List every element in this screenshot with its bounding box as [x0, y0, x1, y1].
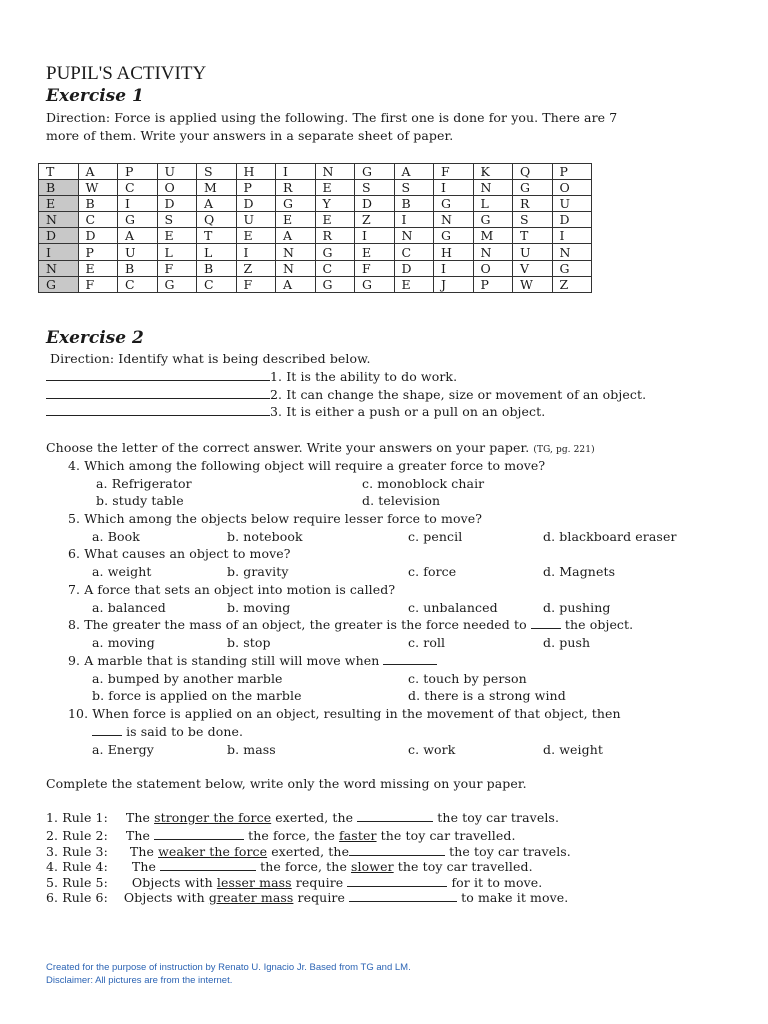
answer-blank[interactable] [531, 617, 561, 629]
grid-cell: E [394, 276, 434, 292]
grid-cell: V [513, 260, 553, 276]
answer-blank[interactable] [46, 387, 270, 399]
identify-item: 1. It is the ability to do work. [46, 369, 457, 384]
answer-blank[interactable] [154, 828, 244, 840]
grid-cell: C [315, 260, 355, 276]
grid-cell: E [315, 212, 355, 228]
grid-cell: N [315, 164, 355, 180]
grid-cell: P [236, 180, 276, 196]
q9-option-c: c. touch by person [408, 671, 527, 686]
grid-cell: F [78, 276, 118, 292]
grid-cell: G [434, 228, 474, 244]
grid-cell: E [355, 244, 395, 260]
grid-cell: N [39, 260, 79, 276]
textbook-reference: (TG, pg. 221) [533, 445, 595, 455]
grid-cell: P [118, 164, 158, 180]
grid-cell: R [315, 228, 355, 244]
question-5: 5. Which among the objects below require lesser force to move? [68, 511, 483, 526]
answer-blank[interactable] [46, 369, 270, 381]
grid-cell: G [473, 212, 513, 228]
grid-cell: Z [236, 260, 276, 276]
grid-cell: O [473, 260, 513, 276]
grid-cell: E [78, 260, 118, 276]
grid-cell: D [157, 196, 197, 212]
grid-cell: T [39, 164, 79, 180]
grid-cell: F [236, 276, 276, 292]
q5-option-b: b. notebook [227, 529, 303, 544]
question-8: 8. The greater the mass of an object, the greater is the force needed to the object. [68, 617, 634, 632]
identify-item: 3. It is either a push or a pull on an object. [46, 404, 545, 419]
grid-cell: R [513, 196, 553, 212]
question-4: 4. Which among the following object will require a greater force to move? [68, 458, 546, 473]
grid-cell: D [39, 228, 79, 244]
exercise1-heading: Exercise 1 [46, 86, 144, 106]
grid-cell: B [118, 260, 158, 276]
grid-row [39, 212, 592, 228]
grid-cell: F [355, 260, 395, 276]
choose-instruction: Choose the letter of the correct answer. Write your answers on your paper. (TG, pg. 221) [46, 440, 595, 455]
answer-blank[interactable] [92, 724, 122, 736]
q7-option-a: a. balanced [92, 600, 166, 615]
grid-cell: G [434, 196, 474, 212]
grid-cell: M [197, 180, 237, 196]
grid-cell: I [552, 228, 592, 244]
grid-cell: Y [315, 196, 355, 212]
grid-cell: T [513, 228, 553, 244]
grid-cell: D [236, 196, 276, 212]
q7-option-c: c. unbalanced [408, 600, 498, 615]
grid-cell: D [78, 228, 118, 244]
q8-option-a: a. moving [92, 635, 155, 650]
q6-option-a: a. weight [92, 564, 152, 579]
grid-cell: P [78, 244, 118, 260]
grid-cell: F [157, 260, 197, 276]
grid-cell: G [315, 276, 355, 292]
grid-cell: S [355, 180, 395, 196]
answer-blank[interactable] [347, 875, 447, 887]
grid-row [39, 276, 592, 292]
q5-option-a: a. Book [92, 529, 140, 544]
grid-cell: W [513, 276, 553, 292]
q6-option-c: c. force [408, 564, 457, 579]
exercise1-direction-line1: Direction: Force is applied using the following. The first one is done for you. There are 7 [46, 110, 618, 125]
grid-cell: A [276, 228, 316, 244]
grid-cell: D [552, 212, 592, 228]
grid-cell: L [473, 196, 513, 212]
rule-2: 2. Rule 2: The the force, the faster the toy car travelled. [46, 828, 516, 843]
grid-cell: A [276, 276, 316, 292]
grid-cell: U [157, 164, 197, 180]
grid-cell: D [394, 260, 434, 276]
q10-option-b: b. mass [227, 742, 276, 757]
grid-row [39, 164, 592, 180]
grid-cell: S [197, 164, 237, 180]
grid-cell: G [39, 276, 79, 292]
identify-item: 2. It can change the shape, size or movement of an object. [46, 387, 646, 402]
grid-cell: E [315, 180, 355, 196]
answer-blank[interactable] [349, 890, 457, 902]
grid-cell: Z [355, 212, 395, 228]
footer-disclaimer: Disclaimer: All pictures are from the internet. [46, 975, 233, 986]
q9-option-d: d. there is a strong wind [408, 688, 566, 703]
page-title: PUPIL'S ACTIVITY [46, 63, 207, 84]
grid-cell: U [552, 196, 592, 212]
grid-cell: I [236, 244, 276, 260]
rule-4: 4. Rule 4: The the force, the slower the toy car travelled. [46, 859, 533, 874]
grid-cell: Q [513, 164, 553, 180]
grid-cell: G [552, 260, 592, 276]
grid-cell: G [355, 276, 395, 292]
grid-cell: T [197, 228, 237, 244]
question-10: 10. When force is applied on an object, resulting in the movement of that object, then [68, 706, 621, 721]
grid-cell: L [157, 244, 197, 260]
answer-blank[interactable] [357, 810, 433, 822]
grid-row [39, 228, 592, 244]
grid-cell: C [118, 180, 158, 196]
grid-cell: N [552, 244, 592, 260]
grid-cell: I [434, 180, 474, 196]
q10-option-d: d. weight [543, 742, 604, 757]
q9-option-b: b. force is applied on the marble [92, 688, 302, 703]
grid-cell: E [276, 212, 316, 228]
grid-cell: J [434, 276, 474, 292]
grid-cell: B [39, 180, 79, 196]
q6-option-d: d. Magnets [543, 564, 616, 579]
grid-cell: K [473, 164, 513, 180]
grid-cell: N [434, 212, 474, 228]
grid-cell: B [394, 196, 434, 212]
grid-cell: B [197, 260, 237, 276]
grid-cell: I [39, 244, 79, 260]
q8-option-d: d. push [543, 635, 591, 650]
grid-cell: W [78, 180, 118, 196]
q4-option-c: c. monoblock chair [362, 476, 485, 491]
rule-1: 1. Rule 1: The stronger the force exerted, the the toy car travels. [46, 810, 560, 825]
q7-option-d: d. pushing [543, 600, 611, 615]
question-6: 6. What causes an object to move? [68, 546, 291, 561]
grid-cell: R [276, 180, 316, 196]
q9-option-a: a. bumped by another marble [92, 671, 283, 686]
grid-cell: U [118, 244, 158, 260]
grid-cell: B [78, 196, 118, 212]
grid-cell: A [197, 196, 237, 212]
grid-cell: N [473, 180, 513, 196]
grid-cell: I [355, 228, 395, 244]
grid-cell: C [197, 276, 237, 292]
grid-cell: A [78, 164, 118, 180]
q10-option-c: c. work [408, 742, 456, 757]
grid-cell: G [513, 180, 553, 196]
grid-cell: E [236, 228, 276, 244]
grid-cell: E [157, 228, 197, 244]
grid-cell: N [394, 228, 434, 244]
grid-cell: I [118, 196, 158, 212]
q4-option-b: b. study table [96, 493, 184, 508]
grid-row [39, 180, 592, 196]
answer-blank[interactable] [46, 404, 270, 416]
question-9: 9. A marble that is standing still will move when [68, 653, 437, 668]
grid-cell: A [394, 164, 434, 180]
grid-cell: Z [552, 276, 592, 292]
question-7: 7. A force that sets an object into motion is called? [68, 582, 396, 597]
grid-cell: A [118, 228, 158, 244]
q5-option-d: d. blackboard eraser [543, 529, 677, 544]
grid-cell: E [39, 196, 79, 212]
grid-cell: F [434, 164, 474, 180]
grid-cell: C [118, 276, 158, 292]
q6-option-b: b. gravity [227, 564, 289, 579]
answer-blank[interactable] [383, 653, 437, 665]
grid-cell: G [315, 244, 355, 260]
grid-cell: P [473, 276, 513, 292]
answer-blank[interactable] [349, 844, 445, 856]
grid-row [39, 244, 592, 260]
q7-option-b: b. moving [227, 600, 291, 615]
grid-cell: S [157, 212, 197, 228]
grid-cell: L [197, 244, 237, 260]
grid-cell: N [276, 244, 316, 260]
grid-cell: N [39, 212, 79, 228]
grid-cell: S [513, 212, 553, 228]
grid-cell: O [157, 180, 197, 196]
grid-cell: U [513, 244, 553, 260]
q5-option-c: c. pencil [408, 529, 463, 544]
grid-cell: S [394, 180, 434, 196]
exercise1-direction-line2: more of them. Write your answers in a separate sheet of paper. [46, 128, 454, 143]
grid-cell: U [236, 212, 276, 228]
exercise2-heading: Exercise 2 [46, 328, 144, 348]
grid-row [39, 260, 592, 276]
question-10-line2: is said to be done. [92, 724, 243, 739]
q4-option-a: a. Refrigerator [96, 476, 192, 491]
q10-option-a: a. Energy [92, 742, 154, 757]
grid-cell: I [276, 164, 316, 180]
grid-cell: N [473, 244, 513, 260]
rule-3: 3. Rule 3: The weaker the force exerted, the the toy car travels. [46, 844, 571, 859]
grid-cell: I [394, 212, 434, 228]
grid-cell: P [552, 164, 592, 180]
grid-row [39, 196, 592, 212]
grid-cell: C [394, 244, 434, 260]
grid-cell: H [236, 164, 276, 180]
grid-cell: G [157, 276, 197, 292]
answer-blank[interactable] [160, 859, 256, 871]
grid-cell: M [473, 228, 513, 244]
grid-cell: Q [197, 212, 237, 228]
q8-option-b: b. stop [227, 635, 271, 650]
grid-cell: O [552, 180, 592, 196]
footer-credit: Created for the purpose of instruction by Renato U. Ignacio Jr. Based from TG and LM. [46, 962, 411, 973]
grid-cell: G [118, 212, 158, 228]
grid-cell: I [434, 260, 474, 276]
grid-cell: H [434, 244, 474, 260]
grid-cell: G [355, 164, 395, 180]
q4-option-d: d. television [362, 493, 441, 508]
rule-6: 6. Rule 6: Objects with greater mass require to make it move. [46, 890, 569, 905]
grid-cell: D [355, 196, 395, 212]
q8-option-c: c. roll [408, 635, 446, 650]
rule-5: 5. Rule 5: Objects with lesser mass require for it to move. [46, 875, 543, 890]
complete-instruction: Complete the statement below, write only the word missing on your paper. [46, 776, 527, 791]
exercise2-direction: Direction: Identify what is being described below. [50, 351, 371, 366]
grid-cell: N [276, 260, 316, 276]
grid-cell: G [276, 196, 316, 212]
word-search-grid [38, 163, 592, 293]
grid-cell: C [78, 212, 118, 228]
